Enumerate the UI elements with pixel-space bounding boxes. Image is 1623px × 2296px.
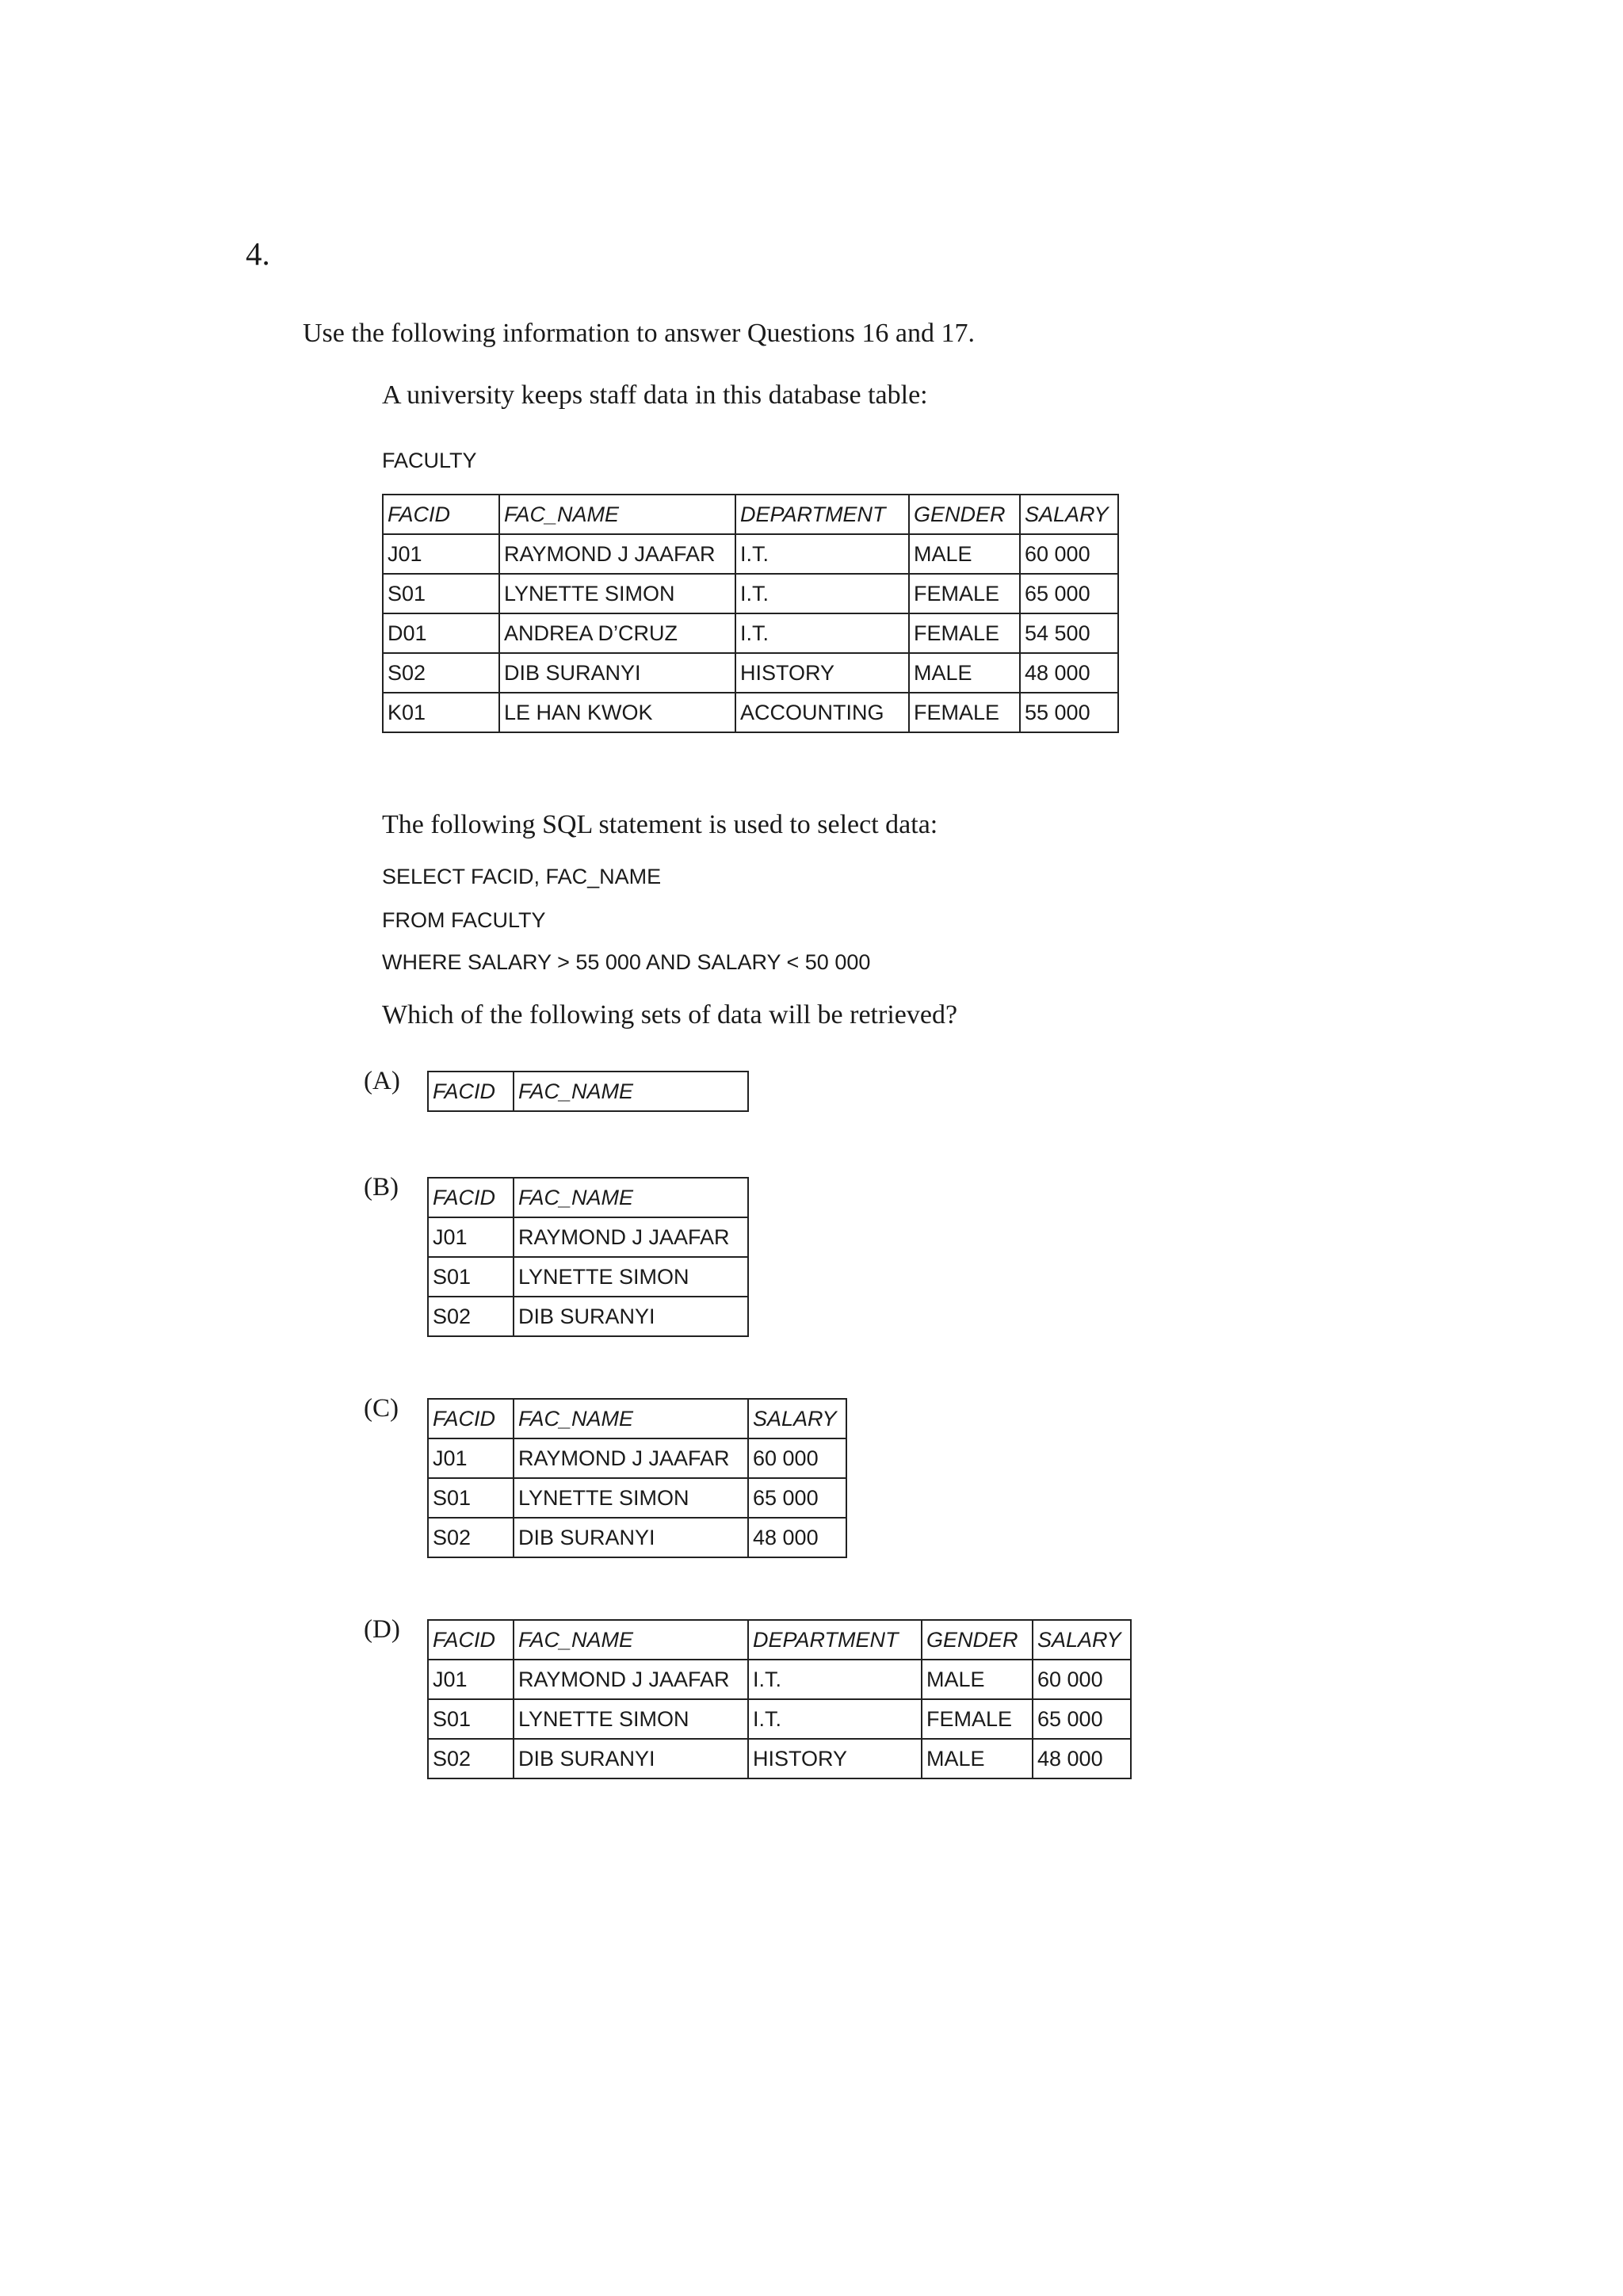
table-cell: J01 [428,1660,514,1699]
table-cell: LYNETTE SIMON [514,1478,748,1518]
table-cell: RAYMOND J JAAFAR [514,1217,748,1257]
table-cell: J01 [428,1217,514,1257]
table-header-row [428,1178,748,1217]
faculty-table [382,494,1119,733]
sql-line-where: WHERE SALARY > 55 000 AND SALARY < 50 000 [382,950,871,974]
table-row [428,1217,748,1257]
column-header: FAC_NAME [499,495,735,534]
table-row [383,653,1118,693]
column-header: FAC_NAME [514,1178,748,1217]
column-header: FACID [428,1620,514,1660]
table-cell: I.T. [735,534,909,574]
sql-line-select: SELECT FACID, FAC_NAME [382,865,662,888]
table-row [428,1257,748,1297]
table-cell: S01 [428,1478,514,1518]
table-row [428,1699,1131,1739]
table-cell: DIB SURANYI [514,1739,748,1778]
table-header-row [383,495,1118,534]
table-cell: S01 [383,574,499,613]
table-cell: DIB SURANYI [514,1297,748,1336]
table-header-row [428,1620,1131,1660]
table-cell: ACCOUNTING [735,693,909,732]
option-c-label[interactable]: (C) [364,1394,399,1423]
table-cell: LYNETTE SIMON [499,574,735,613]
table-cell: I.T. [735,574,909,613]
option-d-table [427,1619,1132,1779]
table-cell: 60 000 [748,1438,846,1478]
table-cell: HISTORY [735,653,909,693]
table-cell: RAYMOND J JAAFAR [514,1438,748,1478]
table-cell: S01 [428,1699,514,1739]
table-cell: 60 000 [1020,534,1118,574]
table-cell: MALE [922,1739,1033,1778]
table-cell: LYNETTE SIMON [514,1257,748,1297]
column-header: DEPARTMENT [748,1620,922,1660]
table-cell: LE HAN KWOK [499,693,735,732]
table-cell: 48 000 [1020,653,1118,693]
table-cell: 65 000 [1020,574,1118,613]
table-row [383,534,1118,574]
column-header: FACID [383,495,499,534]
option-c-table [427,1398,847,1558]
column-header: FACID [428,1399,514,1438]
table-cell: 54 500 [1020,613,1118,653]
option-b-label[interactable]: (B) [364,1173,399,1201]
option-b-table [427,1177,749,1337]
column-header: FAC_NAME [514,1072,748,1111]
table-cell: S02 [383,653,499,693]
column-header: GENDER [909,495,1020,534]
table-row [428,1739,1131,1778]
table-cell: FEMALE [909,613,1020,653]
table-cell: MALE [909,653,1020,693]
table-cell: 55 000 [1020,693,1118,732]
table-cell: MALE [909,534,1020,574]
column-header: SALARY [748,1399,846,1438]
table-name: FACULTY [382,449,477,472]
table-cell: HISTORY [748,1739,922,1778]
column-header: DEPARTMENT [735,495,909,534]
table-cell: RAYMOND J JAAFAR [514,1660,748,1699]
table-cell: I.T. [748,1660,922,1699]
table-cell: MALE [922,1660,1033,1699]
sql-intro-text: The following SQL statement is used to select data: [382,810,938,839]
option-a-table [427,1071,749,1112]
table-cell: 60 000 [1033,1660,1131,1699]
table-cell: S02 [428,1739,514,1778]
column-header: GENDER [922,1620,1033,1660]
table-row [383,574,1118,613]
table-row [383,693,1118,732]
description-text: A university keeps staff data in this database table: [382,380,928,410]
table-row [428,1660,1131,1699]
table-cell: K01 [383,693,499,732]
table-cell: S02 [428,1518,514,1557]
table-row [428,1297,748,1336]
table-cell: FEMALE [909,693,1020,732]
table-cell: FEMALE [922,1699,1033,1739]
option-d-label[interactable]: (D) [364,1615,400,1644]
column-header: SALARY [1033,1620,1131,1660]
question-number: 4. [246,235,270,272]
column-header: SALARY [1020,495,1118,534]
table-cell: DIB SURANYI [499,653,735,693]
table-cell: S01 [428,1257,514,1297]
table-header-row [428,1399,846,1438]
table-cell: J01 [428,1438,514,1478]
table-cell: DIB SURANYI [514,1518,748,1557]
table-row [383,613,1118,653]
sql-line-from: FROM FACULTY [382,908,546,932]
table-cell: LYNETTE SIMON [514,1699,748,1739]
table-header-row [428,1072,748,1111]
table-cell: S02 [428,1297,514,1336]
table-cell: RAYMOND J JAAFAR [499,534,735,574]
table-cell: 48 000 [1033,1739,1131,1778]
table-cell: 65 000 [748,1478,846,1518]
column-header: FACID [428,1072,514,1111]
table-cell: 48 000 [748,1518,846,1557]
question-text: Which of the following sets of data will be retrieved? [382,1000,958,1030]
table-cell: J01 [383,534,499,574]
table-cell: I.T. [748,1699,922,1739]
column-header: FAC_NAME [514,1399,748,1438]
table-cell: 65 000 [1033,1699,1131,1739]
column-header: FACID [428,1178,514,1217]
table-cell: D01 [383,613,499,653]
table-row [428,1478,846,1518]
column-header: FAC_NAME [514,1620,748,1660]
table-row [428,1438,846,1478]
table-row [428,1518,846,1557]
option-a-label[interactable]: (A) [364,1067,400,1095]
intro-text: Use the following information to answer Questions 16 and 17. [303,319,975,348]
table-cell: ANDREA D’CRUZ [499,613,735,653]
table-cell: FEMALE [909,574,1020,613]
table-cell: I.T. [735,613,909,653]
